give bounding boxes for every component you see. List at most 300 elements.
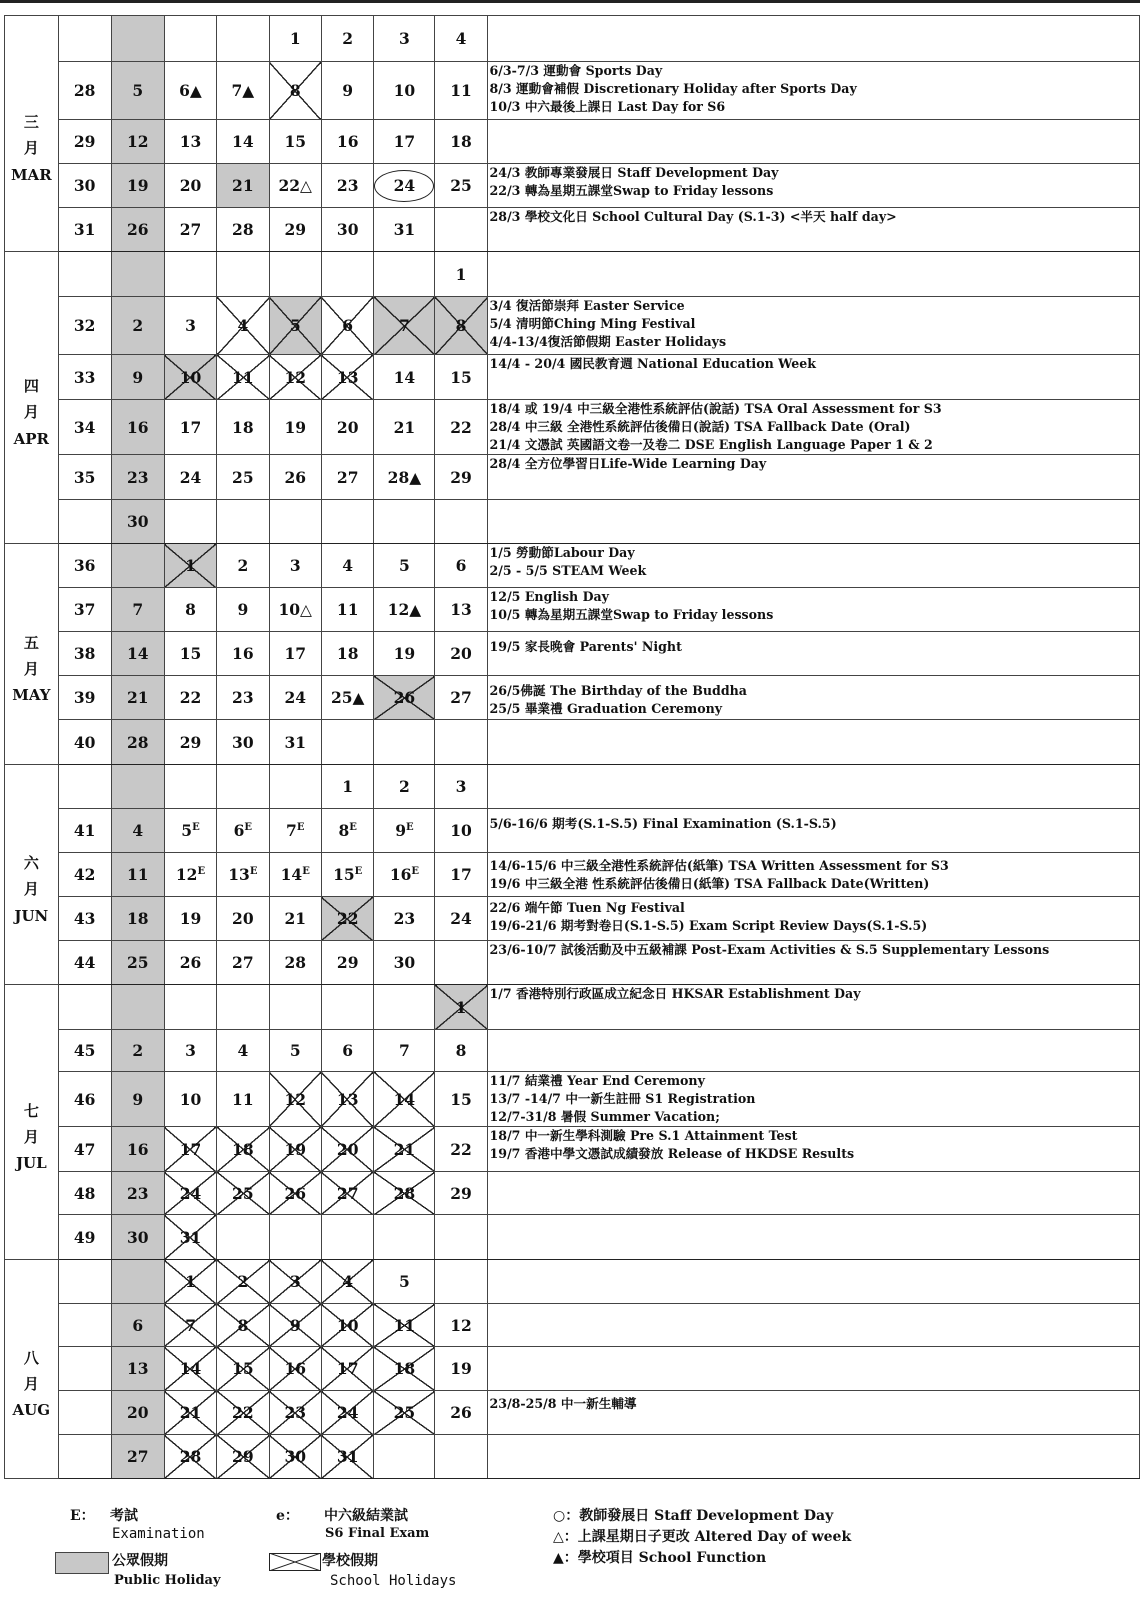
day-cell bbox=[435, 164, 487, 208]
events-cell bbox=[487, 297, 1139, 355]
day-cell bbox=[269, 1127, 321, 1172]
day-cell bbox=[321, 1391, 373, 1435]
day-cell bbox=[321, 297, 373, 355]
public-holiday-swatch bbox=[55, 1552, 109, 1574]
events-cell bbox=[487, 16, 1139, 62]
sunday-cell: 28 bbox=[111, 720, 164, 765]
day-number: 7 bbox=[399, 316, 410, 335]
day-number: 7 bbox=[185, 1315, 196, 1335]
day-cell bbox=[435, 897, 487, 941]
sunday-cell: 16 bbox=[111, 400, 164, 455]
day-number: 5 bbox=[289, 1041, 301, 1060]
event-line: 12/7-31/8 暑假 Summer Vacation; bbox=[489, 1109, 720, 1124]
day-number: 8 bbox=[185, 600, 196, 619]
week-row bbox=[5, 765, 1140, 809]
day-cell bbox=[374, 62, 435, 120]
day-cell bbox=[217, 500, 269, 544]
week-number: 30 bbox=[58, 164, 111, 208]
event-line: 22/6 端午節 Tuen Ng Festival bbox=[489, 900, 685, 915]
day-number: 26 bbox=[284, 467, 307, 487]
event-line: 18/7 中一新生學科測驗 Pre S.1 Attainment Test bbox=[489, 1128, 798, 1143]
sunday-cell: 9 bbox=[111, 355, 164, 400]
week-row bbox=[5, 1172, 1140, 1215]
day-number: 4 bbox=[342, 556, 354, 575]
day-cell bbox=[435, 16, 487, 62]
week-row bbox=[5, 853, 1140, 897]
events-cell bbox=[487, 1435, 1139, 1479]
event-line: 28/4 全方位學習日Life-Wide Learning Day bbox=[489, 456, 767, 471]
day-cell bbox=[217, 1172, 269, 1215]
events-cell bbox=[487, 544, 1139, 588]
top-rule bbox=[0, 0, 1140, 3]
week-number: 45 bbox=[58, 1030, 111, 1072]
day-number: 29 bbox=[336, 953, 359, 972]
day-cell bbox=[164, 1072, 216, 1127]
day-cell bbox=[164, 1260, 216, 1304]
event-line: 13/7 -14/7 中一新生註冊 S1 Registration bbox=[489, 1091, 756, 1106]
day-cell bbox=[374, 1127, 435, 1172]
sunday-cell bbox=[111, 252, 164, 297]
day-number: 30 bbox=[284, 1447, 307, 1466]
month-label bbox=[5, 1260, 59, 1479]
day-cell bbox=[374, 120, 435, 164]
week-number: 40 bbox=[58, 720, 111, 765]
day-cell bbox=[435, 1172, 487, 1215]
day-cell bbox=[217, 853, 269, 897]
week-number: 33 bbox=[58, 355, 111, 400]
day-number: 3 bbox=[185, 1041, 196, 1060]
day-cell bbox=[164, 985, 216, 1030]
day-cell bbox=[269, 252, 321, 297]
week-row bbox=[5, 544, 1140, 588]
day-cell bbox=[321, 1304, 373, 1347]
day-cell bbox=[435, 1215, 487, 1260]
day-number: 10△ bbox=[278, 600, 312, 619]
day-number: 10 bbox=[336, 1315, 359, 1335]
day-number: 5 bbox=[181, 821, 193, 840]
day-number: 13 bbox=[450, 600, 472, 619]
week-row bbox=[5, 720, 1140, 765]
day-number: 23 bbox=[232, 688, 254, 707]
day-cell bbox=[435, 1030, 487, 1072]
week-number: 37 bbox=[58, 588, 111, 632]
day-cell bbox=[217, 62, 269, 120]
sunday-cell: 30 bbox=[111, 1215, 164, 1260]
day-number: 13 bbox=[228, 865, 250, 884]
day-cell bbox=[217, 1304, 269, 1347]
legend-s6-zh: 中六級結業試 bbox=[324, 1508, 408, 1524]
events-cell bbox=[487, 1304, 1139, 1347]
day-cell bbox=[164, 62, 216, 120]
day-cell bbox=[217, 588, 269, 632]
event-line: 14/6-15/6 中三級全港性系統評估(紙筆) TSA Written Assessment for S3 bbox=[489, 858, 949, 873]
day-number: 14 bbox=[280, 865, 303, 884]
day-cell bbox=[217, 208, 269, 252]
event-line: 18/4 或 19/4 中三級全港性系統評估(說話) TSA Oral Assessment for S3 bbox=[489, 401, 942, 416]
day-number: 4 bbox=[455, 29, 467, 48]
sunday-cell bbox=[111, 16, 164, 62]
day-number: 21 bbox=[393, 417, 416, 437]
day-cell bbox=[321, 455, 373, 500]
day-number: 1 bbox=[185, 1272, 196, 1291]
events-cell bbox=[487, 455, 1139, 500]
day-number: 11 bbox=[336, 600, 359, 619]
day-number: 4 bbox=[237, 316, 249, 335]
week-number: 29 bbox=[58, 120, 111, 164]
day-cell bbox=[435, 355, 487, 400]
day-number: 23 bbox=[336, 176, 359, 195]
day-number: 19 bbox=[450, 1359, 472, 1378]
day-number: 19 bbox=[284, 417, 307, 437]
day-number: 26 bbox=[393, 688, 416, 707]
day-cell bbox=[164, 1435, 216, 1479]
day-number: 3 bbox=[289, 556, 301, 575]
day-number: 19 bbox=[284, 1139, 307, 1159]
day-cell bbox=[269, 897, 321, 941]
day-cell bbox=[217, 544, 269, 588]
day-cell bbox=[321, 16, 373, 62]
event-line: 22/3 轉為星期五課堂Swap to Friday lessons bbox=[489, 183, 774, 198]
legend-exam-en: Examination bbox=[112, 1526, 205, 1542]
day-cell bbox=[164, 544, 216, 588]
day-number: 26 bbox=[284, 1183, 307, 1203]
day-number: 16 bbox=[336, 132, 359, 151]
day-number: 20 bbox=[232, 909, 254, 928]
exam-marker: E bbox=[406, 821, 414, 833]
day-number: 12 bbox=[284, 367, 307, 387]
day-number: 18 bbox=[232, 417, 254, 437]
legend-s6-en: S6 Final Exam bbox=[325, 1526, 430, 1541]
day-cell bbox=[217, 632, 269, 676]
events-cell bbox=[487, 120, 1139, 164]
day-number: 22 bbox=[450, 1139, 472, 1159]
day-cell bbox=[217, 985, 269, 1030]
day-cell bbox=[321, 1172, 373, 1215]
week-number: 34 bbox=[58, 400, 111, 455]
day-cell bbox=[321, 588, 373, 632]
events-cell bbox=[487, 208, 1139, 252]
day-cell bbox=[164, 1030, 216, 1072]
day-cell bbox=[217, 16, 269, 62]
day-number: 25 bbox=[393, 1403, 416, 1422]
day-cell bbox=[269, 985, 321, 1030]
month-label-zh1: 三 bbox=[23, 113, 39, 132]
day-cell bbox=[217, 1215, 269, 1260]
day-number: 14 bbox=[179, 1359, 202, 1378]
day-cell bbox=[164, 455, 216, 500]
day-cell bbox=[164, 355, 216, 400]
sunday-cell: 5 bbox=[111, 62, 164, 120]
day-cell bbox=[164, 252, 216, 297]
month-label bbox=[5, 16, 59, 252]
day-cell bbox=[164, 297, 216, 355]
week-number bbox=[58, 16, 111, 62]
sunday-cell bbox=[111, 1260, 164, 1304]
day-number: 26 bbox=[179, 953, 202, 972]
day-cell bbox=[374, 297, 435, 355]
day-number: 16 bbox=[284, 1359, 307, 1378]
day-number: 3 bbox=[455, 777, 467, 796]
day-cell bbox=[435, 853, 487, 897]
events-cell bbox=[487, 1072, 1139, 1127]
events-cell bbox=[487, 676, 1139, 720]
day-cell bbox=[217, 120, 269, 164]
day-number: 11 bbox=[232, 367, 254, 387]
week-number: 46 bbox=[58, 1072, 111, 1127]
week-number: 32 bbox=[58, 297, 111, 355]
day-cell bbox=[321, 720, 373, 765]
exam-marker: E bbox=[249, 865, 258, 877]
day-cell bbox=[435, 1260, 487, 1304]
event-line: 25/5 畢業禮 Graduation Ceremony bbox=[489, 701, 723, 716]
day-number: 30 bbox=[232, 732, 254, 752]
event-line: 23/6-10/7 試後活動及中五級補課 Post-Exam Activities & S.5 Supplementary Lessons bbox=[489, 942, 1050, 957]
day-number: 29 bbox=[450, 1183, 472, 1203]
day-number: 3 bbox=[289, 1272, 301, 1291]
event-line: 1/7 香港特別行政區成立紀念日 HKSAR Establishment Day bbox=[489, 986, 861, 1001]
sunday-cell: 30 bbox=[111, 500, 164, 544]
day-cell bbox=[217, 720, 269, 765]
day-cell bbox=[374, 400, 435, 455]
day-number: 9 bbox=[237, 600, 249, 619]
day-cell bbox=[374, 252, 435, 297]
event-line: 24/3 教師專業發展日 Staff Development Day bbox=[489, 165, 779, 180]
month-label bbox=[5, 544, 59, 765]
week-number: 41 bbox=[58, 809, 111, 853]
day-cell bbox=[217, 1072, 269, 1127]
sunday-cell: 23 bbox=[111, 455, 164, 500]
day-cell bbox=[217, 400, 269, 455]
week-row bbox=[5, 400, 1140, 455]
day-cell bbox=[217, 1347, 269, 1391]
day-cell bbox=[269, 676, 321, 720]
month-label bbox=[5, 765, 59, 985]
legend-school-function: ▲：學校項目 School Function bbox=[553, 1550, 767, 1566]
exam-marker: E bbox=[411, 865, 420, 877]
day-cell bbox=[217, 765, 269, 809]
events-cell bbox=[487, 1347, 1139, 1391]
day-number: 18 bbox=[450, 132, 472, 151]
sunday-cell: 7 bbox=[111, 588, 164, 632]
events-cell bbox=[487, 400, 1139, 455]
day-number: 24 bbox=[450, 909, 472, 928]
day-number: 7 bbox=[286, 821, 297, 840]
event-line: 28/4 中三級 全港性系統評估後備日(說話) TSA Fallback Date (Oral) bbox=[489, 419, 911, 434]
week-row bbox=[5, 897, 1140, 941]
day-cell bbox=[374, 1435, 435, 1479]
events-cell bbox=[487, 1030, 1139, 1072]
week-number: 38 bbox=[58, 632, 111, 676]
day-cell bbox=[435, 588, 487, 632]
day-number: 25 bbox=[232, 1183, 254, 1203]
week-row bbox=[5, 1260, 1140, 1304]
sunday-cell: 9 bbox=[111, 1072, 164, 1127]
day-cell bbox=[269, 1391, 321, 1435]
day-cell bbox=[435, 676, 487, 720]
sunday-cell: 20 bbox=[111, 1391, 164, 1435]
day-cell bbox=[435, 941, 487, 985]
day-cell bbox=[321, 164, 373, 208]
day-number: 12 bbox=[450, 1315, 472, 1335]
day-cell bbox=[269, 1172, 321, 1215]
day-cell bbox=[435, 455, 487, 500]
week-row bbox=[5, 1435, 1140, 1479]
event-line: 5/4 清明節Ching Ming Festival bbox=[489, 316, 696, 331]
day-cell bbox=[164, 1215, 216, 1260]
exam-marker: E bbox=[349, 821, 357, 833]
day-number: 9 bbox=[395, 821, 406, 840]
events-cell bbox=[487, 1391, 1139, 1435]
day-cell bbox=[164, 500, 216, 544]
day-cell bbox=[374, 1072, 435, 1127]
event-line: 21/4 文憑試 英國語文卷一及卷二 DSE English Language Paper 1 & 2 bbox=[489, 437, 933, 452]
day-cell bbox=[435, 765, 487, 809]
day-number: 10 bbox=[450, 821, 472, 840]
day-number: 25 bbox=[232, 467, 254, 487]
events-cell bbox=[487, 720, 1139, 765]
day-cell bbox=[164, 1304, 216, 1347]
day-cell bbox=[269, 544, 321, 588]
day-cell bbox=[374, 1391, 435, 1435]
day-cell bbox=[374, 500, 435, 544]
day-number: 13 bbox=[336, 367, 359, 387]
event-line: 19/6-21/6 期考對卷日(S.1-S.5) Exam Script Review Days(S.1-S.5) bbox=[489, 918, 928, 933]
day-cell bbox=[435, 544, 487, 588]
day-number: 27 bbox=[179, 220, 202, 239]
event-line: 2/5 - 5/5 STEAM Week bbox=[489, 563, 647, 578]
week-number bbox=[58, 1260, 111, 1304]
event-line: 3/4 復活節崇拜 Easter Service bbox=[489, 298, 685, 313]
week-number: 43 bbox=[58, 897, 111, 941]
day-cell bbox=[374, 897, 435, 941]
day-cell bbox=[321, 1347, 373, 1391]
day-cell bbox=[321, 897, 373, 941]
week-row bbox=[5, 62, 1140, 120]
event-line: 23/8-25/8 中一新生輔導 bbox=[489, 1396, 637, 1411]
day-cell bbox=[164, 676, 216, 720]
day-number: 6 bbox=[455, 556, 467, 575]
week-row bbox=[5, 1304, 1140, 1347]
legend-exam-key: E： bbox=[70, 1508, 95, 1524]
day-number: 12▲ bbox=[387, 600, 422, 619]
exam-marker: E bbox=[296, 821, 305, 833]
day-number: 27 bbox=[450, 688, 472, 707]
day-number: 23 bbox=[393, 909, 416, 928]
event-line: 5/6-16/6 期考(S.1-S.5) Final Examination (S.1-S.5) bbox=[489, 816, 837, 831]
day-cell bbox=[269, 809, 321, 853]
day-cell bbox=[321, 941, 373, 985]
day-cell bbox=[435, 1435, 487, 1479]
events-cell bbox=[487, 985, 1139, 1030]
day-number: 29 bbox=[284, 220, 307, 239]
day-number: 26 bbox=[450, 1403, 472, 1422]
day-cell bbox=[435, 120, 487, 164]
day-number: 5 bbox=[289, 316, 301, 335]
day-cell bbox=[164, 588, 216, 632]
day-cell bbox=[435, 1304, 487, 1347]
day-cell bbox=[269, 62, 321, 120]
day-number: 27 bbox=[232, 953, 254, 972]
day-number: 21 bbox=[393, 1139, 416, 1159]
day-number: 30 bbox=[393, 953, 416, 972]
day-cell bbox=[435, 500, 487, 544]
month-label-zh2: 月 bbox=[23, 659, 39, 678]
day-cell bbox=[374, 16, 435, 62]
events-cell bbox=[487, 1172, 1139, 1215]
day-cell bbox=[164, 941, 216, 985]
day-cell bbox=[164, 208, 216, 252]
day-cell bbox=[374, 1030, 435, 1072]
day-cell bbox=[217, 297, 269, 355]
day-cell bbox=[374, 720, 435, 765]
day-cell bbox=[269, 500, 321, 544]
sunday-cell: 2 bbox=[111, 1030, 164, 1072]
week-row bbox=[5, 16, 1140, 62]
month-label-en: JUN bbox=[14, 906, 49, 925]
day-number: 31 bbox=[393, 220, 416, 239]
legend-ph-en: Public Holiday bbox=[114, 1573, 221, 1588]
day-cell bbox=[269, 120, 321, 164]
day-number: 25 bbox=[450, 176, 472, 195]
sunday-cell: 19 bbox=[111, 164, 164, 208]
week-number: 28 bbox=[58, 62, 111, 120]
day-cell bbox=[374, 1260, 435, 1304]
day-number: 28 bbox=[232, 220, 254, 239]
events-cell bbox=[487, 1127, 1139, 1172]
week-row bbox=[5, 1215, 1140, 1260]
month-label-zh1: 六 bbox=[23, 854, 39, 873]
school-holiday-swatch bbox=[269, 1553, 321, 1571]
week-row bbox=[5, 252, 1140, 297]
day-number: 17 bbox=[284, 644, 307, 663]
day-cell bbox=[321, 544, 373, 588]
events-cell bbox=[487, 632, 1139, 676]
day-cell bbox=[435, 720, 487, 765]
week-number: 42 bbox=[58, 853, 111, 897]
day-cell bbox=[374, 208, 435, 252]
month-label bbox=[5, 985, 59, 1260]
sunday-cell bbox=[111, 765, 164, 809]
day-number: 21 bbox=[232, 176, 254, 195]
day-number: 17 bbox=[179, 417, 202, 437]
day-cell bbox=[164, 720, 216, 765]
day-number: 11 bbox=[393, 1315, 416, 1335]
event-line: 10/3 中六最後上課日 Last Day for S6 bbox=[489, 99, 726, 114]
day-cell bbox=[321, 355, 373, 400]
day-number: 2 bbox=[399, 777, 410, 796]
day-number: 16 bbox=[389, 865, 412, 884]
sunday-cell bbox=[111, 544, 164, 588]
day-number: 10 bbox=[179, 1089, 202, 1109]
event-line: 19/6 中三級全港 性系統評估後備日(紙筆) TSA Fallback Date(Written) bbox=[489, 876, 930, 891]
day-cell bbox=[321, 1435, 373, 1479]
day-number: 22 bbox=[179, 688, 202, 707]
day-number: 13 bbox=[179, 132, 202, 151]
day-cell bbox=[321, 1215, 373, 1260]
day-cell bbox=[374, 853, 435, 897]
day-number: 17 bbox=[450, 865, 472, 884]
events-cell bbox=[487, 853, 1139, 897]
day-number: 10 bbox=[179, 367, 202, 387]
day-number: 7 bbox=[399, 1041, 410, 1060]
day-cell bbox=[164, 164, 216, 208]
day-number: 15 bbox=[284, 132, 307, 151]
day-cell bbox=[217, 1127, 269, 1172]
week-row bbox=[5, 1072, 1140, 1127]
month-label-zh2: 月 bbox=[23, 1127, 39, 1146]
week-row bbox=[5, 297, 1140, 355]
day-cell bbox=[374, 632, 435, 676]
